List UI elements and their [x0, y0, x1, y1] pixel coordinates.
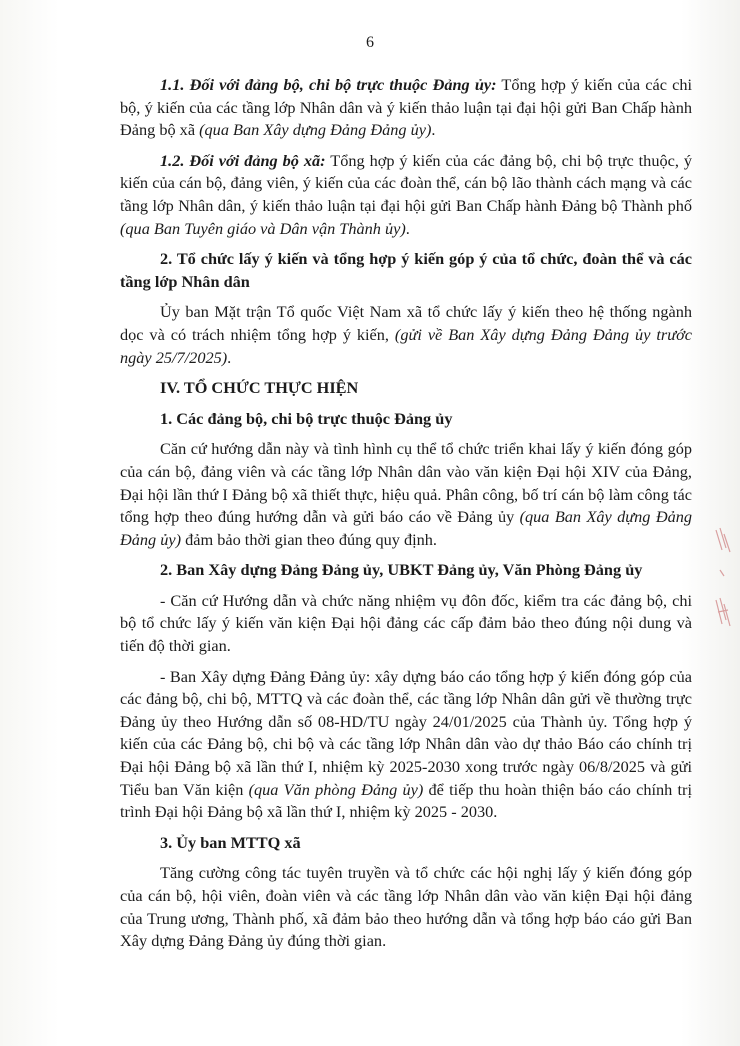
section-1-1-paragraph: 1.1. Đối với đảng bộ, chi bộ trực thuộc Đảng ủy: Tổng hợp ý kiến của các chi bộ, ý kiến của các tầng lớp Nhân dân và ý kiến thảo luận tại đại hội gửi Ban Chấp hành Đảng bộ xã (qua Ban Xây dựng Đảng Đảng ủy).	[120, 75, 693, 140]
section-iv-1-heading: 1. Các đảng bộ, chi bộ trực thuộc Đảng ủy	[160, 408, 453, 428]
section-2-italic: (gửi về Ban Xây dựng Đảng Đảng ủy trước ngày 25/7/2025)	[120, 324, 692, 367]
section-2-paragraph: Ủy ban Mặt trận Tổ quốc Việt Nam xã tổ chức lấy ý kiến theo hệ thống ngành dọc và có trách nhiệm tổng hợp ý kiến, (gửi về Ban Xây dựng Đảng Đảng ủy trước ngày 25/7/2025).	[120, 302, 692, 367]
section-1-1-italic: (qua Ban Xây dựng Đảng Đảng ủy)	[199, 120, 432, 140]
page-number: 6	[366, 34, 374, 51]
section-iv-1-text: Căn cứ hướng dẫn này và tình hình cụ thể tổ chức triển khai lấy ý kiến đóng góp của cán bộ, đảng viên và các tầng lớp Nhân dân vào văn kiện Đại hội XIV của Đảng, Đại hội lần thứ I Đảng bộ xã thiết thực, hiệu quả. Phân công, bố trí cán bộ làm công tác tổng hợp theo đúng hướng dẫn và gửi báo cáo về Đảng ủy	[120, 439, 692, 527]
section-iv-1-paragraph: Căn cứ hướng dẫn này và tình hình cụ thể tổ chức triển khai lấy ý kiến đóng góp của cán bộ, đảng viên và các tầng lớp Nhân dân vào văn kiện Đại hội XIV của Đảng, Đại hội lần thứ I Đảng bộ xã thiết thực, hiệu quả. Phân công, bố trí cán bộ làm công tác tổng hợp theo đúng hướng dẫn và gửi báo cáo về Đảng ủy (qua Ban Xây dựng Đảng Đảng ủy) đảm bảo thời gian theo đúng quy định.	[120, 439, 692, 549]
section-iv-2b-text: - Ban Xây dựng Đảng Đảng ủy: xây dựng báo cáo tổng hợp ý kiến đóng góp của các đảng bộ, chi bộ, MTTQ và các đoàn thể, các tầng lớp Nhân dân gửi về thường trực Đảng ủy theo Hướng dẫn số 08-HD/TU ngày 24/01/2025 của Thành ủy. Tổng hợp ý kiến của các Đảng bộ, chi bộ và các tầng lớp Nhân dân vào dự thảo Báo cáo chính trị Đại hội Đảng bộ xã lần thứ I, nhiệm kỳ 2025-2030 xong trước ngày 06/8/2025 và gửi Tiểu ban Văn kiện	[120, 666, 692, 799]
section-iv-3-heading: 3. Ủy ban MTTQ xã	[160, 832, 301, 852]
section-1-1-text: Tổng hợp ý kiến của các chi bộ, ý kiến của các tầng lớp Nhân dân và ý kiến thảo luận tại đại hội gửi Ban Chấp hành Đảng bộ xã	[120, 75, 693, 140]
section-1-1-label: 1.1. Đối với đảng bộ, chi bộ trực thuộc Đảng ủy:	[160, 75, 497, 94]
section-1-2-italic: (qua Ban Tuyên giáo và Dân vận Thành ủy)	[120, 218, 406, 238]
section-iv-3-paragraph: Tăng cường công tác tuyên truyền và tổ chức các hội nghị lấy ý kiến đóng góp của cán bộ, hội viên, đoàn viên và các tầng lớp Nhân dân vào văn kiện Đại hội đảng của Trung ương, Thành phố, xã đảm bảo theo hướng dẫn và tổng hợp báo cáo gửi Ban Xây dựng Đảng Đảng ủy đúng thời gian.	[120, 863, 692, 951]
section-1-2-paragraph: 1.2. Đối với đảng bộ xã: Tổng hợp ý kiến của các đảng bộ, chi bộ trực thuộc, ý kiến của cán bộ, đảng viên, ý kiến của các đoàn thể, cán bộ lão thành cách mạng và các tầng lớp Nhân dân, ý kiến thảo luận tại đại hội gửi Ban Chấp hành Đảng bộ Thành phố (qua Ban Tuyên giáo và Dân vận Thành ủy).	[120, 150, 692, 238]
section-iv-2-paragraph-b: - Ban Xây dựng Đảng Đảng ủy: xây dựng báo cáo tổng hợp ý kiến đóng góp của các đảng bộ, chi bộ, MTTQ và các đoàn thể, các tầng lớp Nhân dân gửi về thường trực Đảng ủy theo Hướng dẫn số 08-HD/TU ngày 24/01/2025 của Thành ủy. Tổng hợp ý kiến của các Đảng bộ, chi bộ và các tầng lớp Nhân dân vào dự thảo Báo cáo chính trị Đại hội Đảng bộ xã lần thứ I, nhiệm kỳ 2025-2030 xong trước ngày 06/8/2025 và gửi Tiểu ban Văn kiện (qua Văn phòng Đảng ủy) để tiếp thu hoàn thiện báo cáo chính trị trình Đại hội Đảng bộ xã lần thứ I, nhiệm kỳ 2025 - 2030.	[120, 666, 692, 822]
section-iv-heading: IV. TỔ CHỨC THỰC HIỆN	[160, 378, 359, 398]
section-iv-2-heading: 2. Ban Xây dựng Đảng Đảng ủy, UBKT Đảng ủy, Văn Phòng Đảng ủy	[160, 560, 643, 580]
section-2-text: Ủy ban Mặt trận Tổ quốc Việt Nam xã tổ chức lấy ý kiến theo hệ thống ngành dọc và có trách nhiệm tổng hợp ý kiến,	[120, 302, 692, 344]
section-iv-1-italic: (qua Ban Xây dựng Đảng Đảng ủy)	[120, 507, 692, 549]
section-2-heading: 2. Tổ chức lấy ý kiến và tổng hợp ý kiến góp ý của tổ chức, đoàn thể và các tầng lớp Nhân dân	[120, 249, 692, 291]
section-iv-2b-italic: (qua Văn phòng Đảng ủy)	[248, 779, 424, 799]
document-body	[120, 74, 692, 961]
margin-handwriting-marks	[712, 520, 734, 640]
section-1-2-text: Tổng hợp ý kiến của các đảng bộ, chi bộ trực thuộc, ý kiến của cán bộ, đảng viên, ý kiến của các đoàn thể, cán bộ lão thành cách mạng và các tầng lớp Nhân dân, ý kiến thảo luận tại đại hội gửi Ban Chấp hành Đảng bộ Thành phố	[120, 150, 692, 215]
section-iv-2-paragraph-a: - Căn cứ Hướng dẫn và chức năng nhiệm vụ đôn đốc, kiểm tra các đảng bộ, chi bộ tổ chức lấy ý kiến văn kiện Đại hội đảng các cấp đảm bảo theo đúng nội dung và tiến độ thời gian.	[120, 590, 692, 656]
section-1-2-label: 1.2. Đối với đảng bộ xã:	[160, 150, 326, 170]
